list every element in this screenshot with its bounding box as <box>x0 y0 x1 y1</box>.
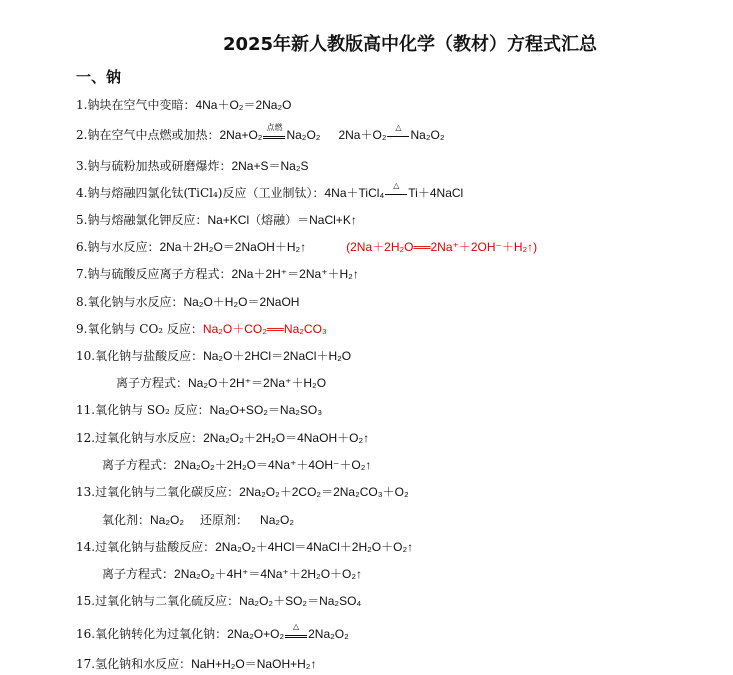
equation: Na₂O+SO₂＝Na₂SO₃ <box>209 403 323 417</box>
equation: 2Na₂O₂＋4H⁺＝4Na⁺＋2H₂O＋O₂↑ <box>174 567 363 581</box>
equation-line-13-agents <box>102 511 294 529</box>
equation: 2Na+S＝Na₂S <box>231 159 309 173</box>
equation: 2Na＋2H₂O＝2NaOH＋H₂↑ <box>159 240 307 254</box>
line-label: 6.钠与水反应： <box>76 240 160 254</box>
equation: Na₂O＋CO₂══Na₂CO₃ <box>202 322 327 336</box>
equation-line-5 <box>76 211 357 229</box>
equation: Na₂O＋2HCl＝2NaCl＋H₂O <box>203 349 352 363</box>
page-title: 2025年新人教版高中化学（教材）方程式汇总 <box>222 34 598 55</box>
line-label: 离子方程式： <box>102 458 175 472</box>
equation-line-10 <box>76 347 351 365</box>
equation-left: 2Na+O₂ <box>219 128 263 142</box>
line-label: 1.钠块在空气中变暗： <box>76 98 196 112</box>
equation-left: 2Na₂O+O₂ <box>227 627 285 641</box>
oxidant-label: 氧化剂： <box>102 513 151 527</box>
equation-line-12 <box>76 429 369 447</box>
line-label: 11.氧化钠与 SO₂ 反应： <box>76 403 210 417</box>
equation: 2Na₂O₂＋4HCl＝4NaCl＋2H₂O＋O₂↑ <box>215 540 414 554</box>
equation-line-12-ionic <box>102 456 371 474</box>
equation-left: 4Na＋TiCl₄ <box>324 186 385 200</box>
equation-line-13 <box>76 483 409 501</box>
equation-line-16 <box>76 621 349 643</box>
oxidant-value: Na₂O₂ <box>150 513 185 527</box>
condition-label: △ <box>293 621 300 631</box>
equation: 2Na₂O₂＋2H₂O＝4NaOH＋O₂↑ <box>203 431 370 445</box>
equation-line-8 <box>76 293 299 311</box>
line-label: 离子方程式： <box>116 376 189 390</box>
ionic-equation: (2Na＋2H₂O══2Na⁺＋2OH⁻＋H₂↑) <box>346 240 538 254</box>
line-label: 2.钠在空气中点燃或加热： <box>76 128 220 142</box>
line-label: 16.氧化钠转化为过氧化钠： <box>76 627 228 641</box>
equation: 2Na₂O₂＋2H₂O＝4Na⁺＋4OH⁻＋O₂↑ <box>174 458 372 472</box>
reaction-condition-arrow <box>284 621 308 642</box>
equation-line-6 <box>76 238 537 256</box>
line-label: 17.氢化钠和水反应： <box>76 657 192 671</box>
equation-right: Na₂O₂ <box>286 128 321 142</box>
reductant-label: 还原剂： <box>200 513 249 527</box>
reaction-condition-arrow <box>262 122 286 143</box>
condition-label: △ <box>395 122 402 132</box>
line-label: 10.氧化钠与盐酸反应： <box>76 349 204 363</box>
equation-line-11 <box>76 401 322 419</box>
line-label: 9.氧化钠与 CO₂ 反应： <box>76 322 203 336</box>
line-label: 14.过氧化钠与盐酸反应： <box>76 540 216 554</box>
equation-line-10-ionic <box>116 374 326 392</box>
equation-line-7 <box>76 265 359 283</box>
equation: 2Na＋2H⁺＝2Na⁺＋H₂↑ <box>231 267 359 281</box>
equation-line-1 <box>76 96 291 114</box>
equation-right: 2Na₂O₂ <box>308 627 349 641</box>
equation: Na+KCl（熔融）＝NaCl+K↑ <box>207 213 357 227</box>
line-label: 13.过氧化钠与二氧化碳反应： <box>76 485 240 499</box>
equation-line-17 <box>76 655 316 673</box>
reaction-condition-arrow <box>384 180 408 201</box>
line-label: 3.钠与硫粉加热或研磨爆炸： <box>76 159 232 173</box>
equation-line-15 <box>76 592 361 610</box>
equation-right: Na₂O₂ <box>410 128 445 142</box>
equation-line-14 <box>76 538 413 556</box>
equation: Na₂O＋H₂O＝2NaOH <box>183 295 300 309</box>
line-label: 4.钠与熔融四氯化钛(TiCl₄)反应（工业制钛）： <box>76 186 325 200</box>
equation: NaH+H₂O＝NaOH+H₂↑ <box>191 657 317 671</box>
line-label: 12.过氧化钠与水反应： <box>76 431 204 445</box>
equation-line-4 <box>76 180 464 202</box>
section-heading: 一、钠 <box>76 68 122 86</box>
condition-label: △ <box>393 180 400 190</box>
equation-left: 2Na＋O₂ <box>338 128 387 142</box>
equation: Na₂O₂＋SO₂＝Na₂SO₄ <box>239 594 362 608</box>
reaction-condition-arrow <box>386 122 410 143</box>
equation-line-2 <box>76 122 445 144</box>
equation: 4Na＋O₂＝2Na₂O <box>195 98 292 112</box>
line-label: 7.钠与硫酸反应离子方程式： <box>76 267 232 281</box>
equation-right: Ti＋4NaCl <box>408 186 464 200</box>
equation-line-9 <box>76 320 327 338</box>
line-label: 8.氧化钠与水反应： <box>76 295 184 309</box>
equation-line-14-ionic <box>102 565 362 583</box>
line-label: 15.过氧化钠与二氧化硫反应： <box>76 594 240 608</box>
equation: 2Na₂O₂＋2CO₂＝2Na₂CO₃＋O₂ <box>239 485 409 499</box>
reductant-value: Na₂O₂ <box>260 513 295 527</box>
line-label: 5.钠与熔融氯化钾反应： <box>76 213 208 227</box>
equation-line-3 <box>76 157 308 175</box>
line-label: 离子方程式： <box>102 567 175 581</box>
equation: Na₂O＋2H⁺＝2Na⁺＋H₂O <box>188 376 327 390</box>
condition-label: 点燃 <box>266 122 283 132</box>
